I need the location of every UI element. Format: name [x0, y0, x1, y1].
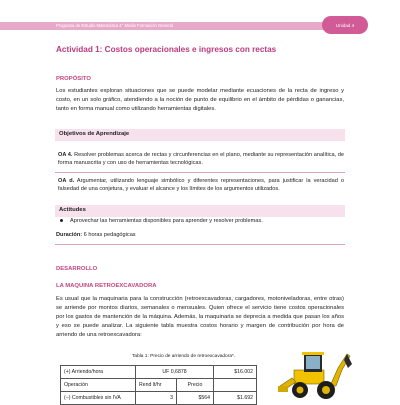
table-cell: UF 0,6878 [136, 366, 214, 379]
activity-title: Actividad 1: Costos operacionales e ingresos con rectas [56, 45, 277, 54]
objective-text: Argumentar, utilizando lenguaje simbólico y diferentes representaciones, para justificar la veracidad o falsedad de una conjetura, y evaluar el alcance y los límites de los argumentos utilizados. [58, 178, 344, 193]
objectives-heading: Objetivos de Aprendizaje [59, 131, 130, 137]
backhoe-loader-image [278, 346, 354, 400]
machine-text: Es usual que la maquinaria para la construcción (retroexcavadoras, cargadores, motoniveladoras, entre otras) se arriende por montos diarios, semanales o mensuales. Quien ofrece el servicio tiene costos operacionales por los gastos de mantención de la máquina. Además, la maquinaria se deprecia a medida que pasan los años y eso se puede analizar. La siguiente tabla muestra costos horario y margen de contribución por hora de arriendo de una retroexcavadora: [56, 296, 344, 339]
rental-table [60, 365, 257, 405]
table-cell: $16.002 [214, 366, 257, 379]
attitude-text: Aprovechar las herramientas disponibles para aprender y resolver problemas. [70, 218, 263, 224]
objective-code: OA 4. [58, 152, 73, 158]
table-row [61, 392, 257, 405]
program-title: Programa de Estudio Matemática 4° Medio Formación General [56, 23, 173, 28]
table-cell: (+) Arriendo/hora [61, 366, 136, 379]
objective-oad [58, 177, 344, 194]
table-row [61, 366, 257, 379]
duration-label: Duración: [56, 232, 83, 238]
objectives-divider [55, 172, 345, 173]
duration [56, 232, 136, 238]
machine-heading: LA MAQUINA RETROEXCAVADORA [56, 283, 157, 289]
bullet-icon [60, 219, 63, 222]
objective-code: OA d. [58, 178, 75, 184]
table-cell: 3 [136, 392, 177, 405]
purpose-heading: PROPÓSITO [56, 76, 91, 82]
table-row [61, 379, 257, 392]
table-cell: $1.692 [214, 392, 257, 405]
attitudes-divider [55, 244, 345, 245]
duration-value: 6 horas pedagógicas [82, 232, 136, 238]
objective-oa4 [58, 151, 344, 168]
table-cell: Rend lt/hr [136, 379, 177, 392]
attitudes-header [55, 205, 345, 217]
objectives-header [55, 129, 345, 141]
table-cell [214, 379, 257, 392]
objective-text: Resolver problemas acerca de rectas y circunferencias en el plano, mediante su representación analítica, de forma manuscrita y con uso de herramientas tecnológicas. [58, 152, 345, 167]
table-caption: Tabla 1: Precio de arriendo de retroexcavadora*. [132, 354, 236, 359]
table-cell: Precio [177, 379, 214, 392]
table-cell: Operación [61, 379, 136, 392]
purpose-text: Los estudiantes exploran situaciones que se puede modelar mediante ecuaciones de la recta de ingreso y costo, en un solo gráfico, atendiendo a la noción de punto de equilibrio en el ámbito de pérdidas o ganancias, tanto en forma manual como utilizando herramientas digitales. [56, 88, 344, 113]
table-cell: $564 [177, 392, 214, 405]
unit-badge: Unidad 4 [322, 16, 368, 34]
attitudes-heading: Actitudes [59, 207, 86, 213]
table-cell: (−) Combustibles sin IVA [61, 392, 136, 405]
development-heading: DESARROLLO [56, 266, 98, 272]
page-header [0, 0, 400, 48]
attitude-item [60, 218, 263, 224]
